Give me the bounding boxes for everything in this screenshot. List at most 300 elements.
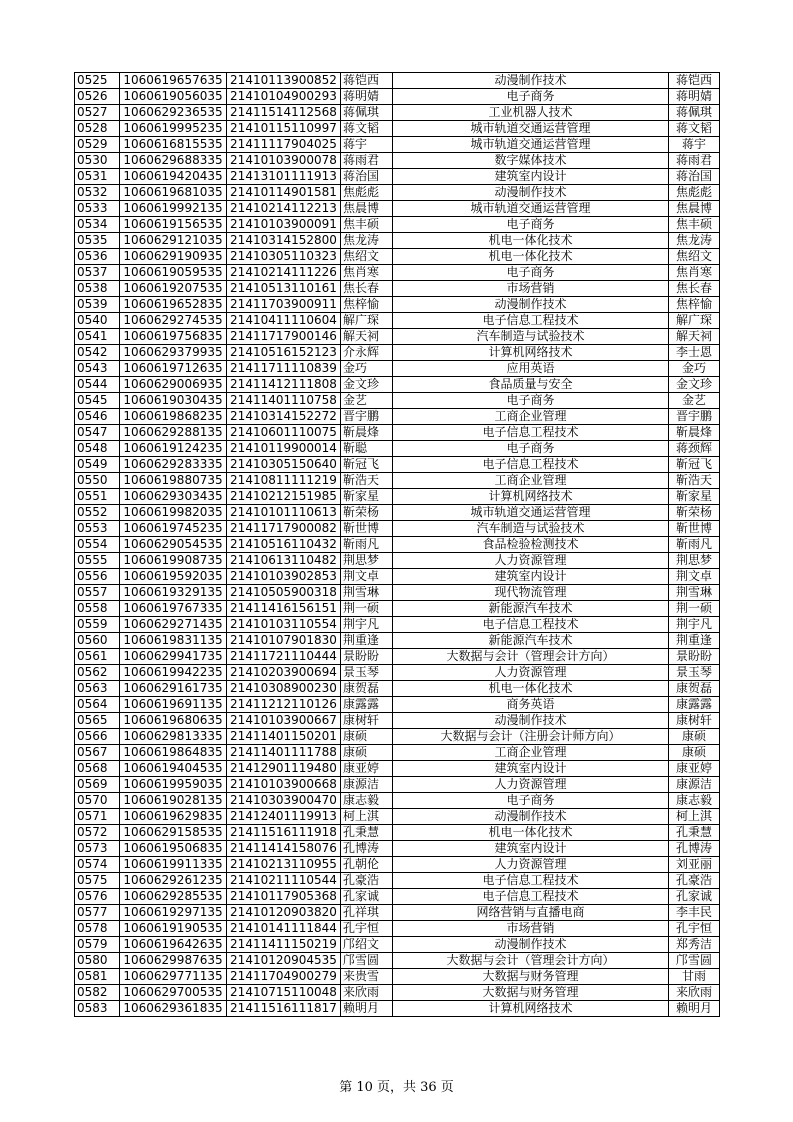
seq-number-cell: 0569 <box>75 777 120 793</box>
student-name-cell: 荆宇凡 <box>341 617 393 633</box>
table-row <box>75 377 720 393</box>
table-row <box>75 617 720 633</box>
ticket-number-cell: 21410516110432 <box>227 537 341 553</box>
student-name-cell: 孔宇恒 <box>341 921 393 937</box>
seq-number-cell: 0542 <box>75 345 120 361</box>
student-name-cell: 康志毅 <box>341 793 393 809</box>
ticket-number-cell: 21410411110604 <box>227 313 341 329</box>
major-cell: 城市轨道交通运营管理 <box>393 121 669 137</box>
table-row <box>75 201 720 217</box>
seq-number-cell: 0561 <box>75 649 120 665</box>
seq-number-cell: 0578 <box>75 921 120 937</box>
student-name-cell: 孔博涛 <box>341 841 393 857</box>
major-cell: 电子商务 <box>393 393 669 409</box>
ticket-number-cell: 21410308900230 <box>227 681 341 697</box>
seq-number-cell: 0545 <box>75 393 120 409</box>
confirm-name-cell: 解广琛 <box>669 313 720 329</box>
major-cell: 市场营销 <box>393 921 669 937</box>
seq-number-cell: 0548 <box>75 441 120 457</box>
exam-number-cell: 1060619190535 <box>120 921 227 937</box>
confirm-name-cell: 靳雨凡 <box>669 537 720 553</box>
student-name-cell: 焦晨博 <box>341 201 393 217</box>
exam-number-cell: 1060629161735 <box>120 681 227 697</box>
seq-number-cell: 0577 <box>75 905 120 921</box>
table-row <box>75 953 720 969</box>
table-row <box>75 889 720 905</box>
major-cell: 动漫制作技术 <box>393 185 669 201</box>
exam-number-cell: 1060619911335 <box>120 857 227 873</box>
seq-number-cell: 0560 <box>75 633 120 649</box>
ticket-number-cell: 21410103900078 <box>227 153 341 169</box>
student-name-cell: 孔朝伦 <box>341 857 393 873</box>
student-name-cell: 来欣雨 <box>341 985 393 1001</box>
student-name-cell: 焦绍文 <box>341 249 393 265</box>
confirm-name-cell: 孔豪浩 <box>669 873 720 889</box>
table-row <box>75 281 720 297</box>
confirm-name-cell: 康源洁 <box>669 777 720 793</box>
major-cell: 机电一体化技术 <box>393 233 669 249</box>
ticket-number-cell: 21410214111226 <box>227 265 341 281</box>
seq-number-cell: 0539 <box>75 297 120 313</box>
student-name-cell: 柯上淇 <box>341 809 393 825</box>
ticket-number-cell: 21410115110997 <box>227 121 341 137</box>
confirm-name-cell: 康亚婷 <box>669 761 720 777</box>
ticket-number-cell: 21413101111913 <box>227 169 341 185</box>
seq-number-cell: 0556 <box>75 569 120 585</box>
table-row <box>75 921 720 937</box>
student-name-cell: 靳荣杨 <box>341 505 393 521</box>
confirm-name-cell: 李士恩 <box>669 345 720 361</box>
ticket-number-cell: 21410305110323 <box>227 249 341 265</box>
major-cell: 工商企业管理 <box>393 473 669 489</box>
table-row <box>75 585 720 601</box>
student-name-cell: 康亚婷 <box>341 761 393 777</box>
student-name-cell: 康源洁 <box>341 777 393 793</box>
student-name-cell: 蒋文韬 <box>341 121 393 137</box>
student-name-cell: 金文珍 <box>341 377 393 393</box>
major-cell: 大数据与会计（管理会计方向） <box>393 953 669 969</box>
major-cell: 新能源汽车技术 <box>393 633 669 649</box>
confirm-name-cell: 荆一硕 <box>669 601 720 617</box>
confirm-name-cell: 蒋雨君 <box>669 153 720 169</box>
student-name-cell: 靳聪 <box>341 441 393 457</box>
ticket-number-cell: 21411516111918 <box>227 825 341 841</box>
exam-number-cell: 1060619592035 <box>120 569 227 585</box>
exam-number-cell: 1060629688335 <box>120 153 227 169</box>
exam-number-cell: 1060619745235 <box>120 521 227 537</box>
seq-number-cell: 0549 <box>75 457 120 473</box>
ticket-number-cell: 21410107901830 <box>227 633 341 649</box>
exam-number-cell: 1060619028135 <box>120 793 227 809</box>
major-cell: 城市轨道交通运营管理 <box>393 137 669 153</box>
major-cell: 建筑室内设计 <box>393 761 669 777</box>
ticket-number-cell: 21411516111817 <box>227 1001 341 1017</box>
major-cell: 动漫制作技术 <box>393 73 669 89</box>
table-row <box>75 985 720 1001</box>
table-row <box>75 505 720 521</box>
confirm-name-cell: 晋宇鹏 <box>669 409 720 425</box>
exam-number-cell: 1060629158535 <box>120 825 227 841</box>
exam-number-cell: 1060629379935 <box>120 345 227 361</box>
ticket-number-cell: 21410104900293 <box>227 89 341 105</box>
confirm-name-cell: 蒋治国 <box>669 169 720 185</box>
exam-number-cell: 1060629274535 <box>120 313 227 329</box>
ticket-number-cell: 21410314152272 <box>227 409 341 425</box>
table-row <box>75 1001 720 1017</box>
student-name-cell: 孔豪浩 <box>341 873 393 889</box>
ticket-number-cell: 21411411150219 <box>227 937 341 953</box>
confirm-name-cell: 靳冠飞 <box>669 457 720 473</box>
ticket-number-cell: 21410303900470 <box>227 793 341 809</box>
major-cell: 工商企业管理 <box>393 409 669 425</box>
exam-number-cell: 1060619942235 <box>120 665 227 681</box>
major-cell: 电子商务 <box>393 217 669 233</box>
student-name-cell: 孔秉慧 <box>341 825 393 841</box>
confirm-name-cell: 康露露 <box>669 697 720 713</box>
exam-number-cell: 1060619995235 <box>120 121 227 137</box>
exam-number-cell: 1060629303435 <box>120 489 227 505</box>
seq-number-cell: 0526 <box>75 89 120 105</box>
exam-number-cell: 1060619992135 <box>120 201 227 217</box>
confirm-name-cell: 康硕 <box>669 745 720 761</box>
student-name-cell: 解广琛 <box>341 313 393 329</box>
student-name-cell: 靳世博 <box>341 521 393 537</box>
confirm-name-cell: 蒋佩琪 <box>669 105 720 121</box>
exam-number-cell: 1060629236535 <box>120 105 227 121</box>
table-row <box>75 249 720 265</box>
major-cell: 工业机器人技术 <box>393 105 669 121</box>
student-name-cell: 孔祥琪 <box>341 905 393 921</box>
ticket-number-cell: 21410103900091 <box>227 217 341 233</box>
confirm-name-cell: 孔家诚 <box>669 889 720 905</box>
student-name-cell: 金巧 <box>341 361 393 377</box>
table-row <box>75 137 720 153</box>
confirm-name-cell: 荆文卓 <box>669 569 720 585</box>
student-name-cell: 焦彪彪 <box>341 185 393 201</box>
seq-number-cell: 0559 <box>75 617 120 633</box>
major-cell: 市场营销 <box>393 281 669 297</box>
ticket-number-cell: 21410114901581 <box>227 185 341 201</box>
major-cell: 电子信息工程技术 <box>393 425 669 441</box>
seq-number-cell: 0583 <box>75 1001 120 1017</box>
student-name-cell: 康硕 <box>341 729 393 745</box>
ticket-number-cell: 21410120904535 <box>227 953 341 969</box>
confirm-name-cell: 焦彪彪 <box>669 185 720 201</box>
seq-number-cell: 0534 <box>75 217 120 233</box>
confirm-name-cell: 金文珍 <box>669 377 720 393</box>
major-cell: 商务英语 <box>393 697 669 713</box>
seq-number-cell: 0532 <box>75 185 120 201</box>
major-cell: 建筑室内设计 <box>393 569 669 585</box>
ticket-number-cell: 21410305150640 <box>227 457 341 473</box>
major-cell: 电子商务 <box>393 265 669 281</box>
major-cell: 城市轨道交通运营管理 <box>393 201 669 217</box>
table-row <box>75 361 720 377</box>
student-name-cell: 解天祠 <box>341 329 393 345</box>
confirm-name-cell: 李丰民 <box>669 905 720 921</box>
major-cell: 网络营销与直播电商 <box>393 905 669 921</box>
student-name-cell: 康露露 <box>341 697 393 713</box>
exam-number-cell: 1060619767335 <box>120 601 227 617</box>
seq-number-cell: 0528 <box>75 121 120 137</box>
ticket-number-cell: 21410513110161 <box>227 281 341 297</box>
seq-number-cell: 0533 <box>75 201 120 217</box>
seq-number-cell: 0558 <box>75 601 120 617</box>
confirm-name-cell: 孔秉慧 <box>669 825 720 841</box>
confirm-name-cell: 刘亚丽 <box>669 857 720 873</box>
table-row <box>75 521 720 537</box>
table-row <box>75 409 720 425</box>
seq-number-cell: 0571 <box>75 809 120 825</box>
table-row <box>75 793 720 809</box>
table-row <box>75 729 720 745</box>
ticket-number-cell: 21411117904025 <box>227 137 341 153</box>
exam-number-cell: 1060629285535 <box>120 889 227 905</box>
ticket-number-cell: 21411704900279 <box>227 969 341 985</box>
student-name-cell: 康贺磊 <box>341 681 393 697</box>
major-cell: 计算机网络技术 <box>393 345 669 361</box>
seq-number-cell: 0579 <box>75 937 120 953</box>
major-cell: 动漫制作技术 <box>393 809 669 825</box>
ticket-number-cell: 21410141111844 <box>227 921 341 937</box>
student-name-cell: 焦龙涛 <box>341 233 393 249</box>
seq-number-cell: 0581 <box>75 969 120 985</box>
major-cell: 动漫制作技术 <box>393 937 669 953</box>
ticket-number-cell: 21411721110444 <box>227 649 341 665</box>
exam-number-cell: 1060629771135 <box>120 969 227 985</box>
exam-number-cell: 1060629361835 <box>120 1001 227 1017</box>
seq-number-cell: 0546 <box>75 409 120 425</box>
confirm-name-cell: 焦绍文 <box>669 249 720 265</box>
exam-number-cell: 1060629190935 <box>120 249 227 265</box>
table-row <box>75 457 720 473</box>
exam-number-cell: 1060619831135 <box>120 633 227 649</box>
confirm-name-cell: 甘雨 <box>669 969 720 985</box>
table-row <box>75 969 720 985</box>
student-name-cell: 邝绍文 <box>341 937 393 953</box>
ticket-number-cell: 21410211110544 <box>227 873 341 889</box>
confirm-name-cell: 靳家星 <box>669 489 720 505</box>
ticket-number-cell: 21410119900014 <box>227 441 341 457</box>
exam-number-cell: 1060629121035 <box>120 233 227 249</box>
exam-number-cell: 1060619642635 <box>120 937 227 953</box>
confirm-name-cell: 焦梓愉 <box>669 297 720 313</box>
exam-number-cell: 1060619880735 <box>120 473 227 489</box>
major-cell: 现代物流管理 <box>393 585 669 601</box>
exam-number-cell: 1060619506835 <box>120 841 227 857</box>
seq-number-cell: 0544 <box>75 377 120 393</box>
exam-number-cell: 1060619420435 <box>120 169 227 185</box>
exam-number-cell: 1060629288135 <box>120 425 227 441</box>
seq-number-cell: 0535 <box>75 233 120 249</box>
table-row <box>75 649 720 665</box>
student-name-cell: 蒋宇 <box>341 137 393 153</box>
exam-number-cell: 1060619864835 <box>120 745 227 761</box>
table-row <box>75 169 720 185</box>
seq-number-cell: 0552 <box>75 505 120 521</box>
seq-number-cell: 0573 <box>75 841 120 857</box>
major-cell: 电子信息工程技术 <box>393 873 669 889</box>
exam-number-cell: 1060619680635 <box>120 713 227 729</box>
exam-number-cell: 1060619124235 <box>120 441 227 457</box>
exam-number-cell: 1060619657635 <box>120 73 227 89</box>
ticket-number-cell: 21410613110482 <box>227 553 341 569</box>
table-row <box>75 73 720 89</box>
table-row <box>75 425 720 441</box>
confirm-name-cell: 蒋铠西 <box>669 73 720 89</box>
table-row <box>75 121 720 137</box>
seq-number-cell: 0554 <box>75 537 120 553</box>
ticket-number-cell: 21410101110613 <box>227 505 341 521</box>
confirm-name-cell: 康贺磊 <box>669 681 720 697</box>
student-name-cell: 荆文卓 <box>341 569 393 585</box>
seq-number-cell: 0540 <box>75 313 120 329</box>
seq-number-cell: 0555 <box>75 553 120 569</box>
major-cell: 食品检验检测技术 <box>393 537 669 553</box>
exam-number-cell: 1060629261235 <box>120 873 227 889</box>
table-row <box>75 809 720 825</box>
seq-number-cell: 0562 <box>75 665 120 681</box>
page-footer: 第 10 页，共 36 页 <box>339 1080 454 1095</box>
table-row <box>75 153 720 169</box>
exam-number-cell: 1060619059535 <box>120 265 227 281</box>
table-row <box>75 89 720 105</box>
seq-number-cell: 0568 <box>75 761 120 777</box>
seq-number-cell: 0525 <box>75 73 120 89</box>
student-name-cell: 晋宇鹏 <box>341 409 393 425</box>
exam-number-cell: 1060619652835 <box>120 297 227 313</box>
major-cell: 汽车制造与试验技术 <box>393 521 669 537</box>
table-row <box>75 569 720 585</box>
major-cell: 电子商务 <box>393 441 669 457</box>
confirm-name-cell: 焦龙涛 <box>669 233 720 249</box>
student-name-cell: 康树轩 <box>341 713 393 729</box>
table-row <box>75 697 720 713</box>
table-row <box>75 393 720 409</box>
confirm-name-cell: 荆重逢 <box>669 633 720 649</box>
ticket-number-cell: 21411514112568 <box>227 105 341 121</box>
admission-list-table <box>74 72 720 1017</box>
student-name-cell: 靳浩天 <box>341 473 393 489</box>
major-cell: 工商企业管理 <box>393 745 669 761</box>
ticket-number-cell: 21410811111219 <box>227 473 341 489</box>
student-name-cell: 焦肖寒 <box>341 265 393 281</box>
exam-number-cell: 1060629283335 <box>120 457 227 473</box>
confirm-name-cell: 邝雪圆 <box>669 953 720 969</box>
ticket-number-cell: 21410103900667 <box>227 713 341 729</box>
table-row <box>75 937 720 953</box>
exam-number-cell: 1060619712635 <box>120 361 227 377</box>
ticket-number-cell: 21411401111788 <box>227 745 341 761</box>
ticket-number-cell: 21411717900146 <box>227 329 341 345</box>
major-cell: 大数据与财务管理 <box>393 985 669 1001</box>
major-cell: 电子信息工程技术 <box>393 889 669 905</box>
confirm-name-cell: 柯上淇 <box>669 809 720 825</box>
ticket-number-cell: 21410203900694 <box>227 665 341 681</box>
table-row <box>75 873 720 889</box>
seq-number-cell: 0551 <box>75 489 120 505</box>
exam-number-cell: 1060616815535 <box>120 137 227 153</box>
confirm-name-cell: 蒋宇 <box>669 137 720 153</box>
seq-number-cell: 0567 <box>75 745 120 761</box>
confirm-name-cell: 靳世博 <box>669 521 720 537</box>
seq-number-cell: 0575 <box>75 873 120 889</box>
major-cell: 计算机网络技术 <box>393 489 669 505</box>
major-cell: 人力资源管理 <box>393 665 669 681</box>
major-cell: 食品质量与安全 <box>393 377 669 393</box>
seq-number-cell: 0580 <box>75 953 120 969</box>
major-cell: 大数据与会计（注册会计师方向） <box>393 729 669 745</box>
exam-number-cell: 1060619404535 <box>120 761 227 777</box>
exam-number-cell: 1060619329135 <box>120 585 227 601</box>
major-cell: 新能源汽车技术 <box>393 601 669 617</box>
student-name-cell: 荆重逢 <box>341 633 393 649</box>
exam-number-cell: 1060629271435 <box>120 617 227 633</box>
seq-number-cell: 0557 <box>75 585 120 601</box>
major-cell: 机电一体化技术 <box>393 249 669 265</box>
ticket-number-cell: 21411717900082 <box>227 521 341 537</box>
table-row <box>75 265 720 281</box>
student-name-cell: 靳家星 <box>341 489 393 505</box>
confirm-name-cell: 焦丰硕 <box>669 217 720 233</box>
exam-number-cell: 1060619982035 <box>120 505 227 521</box>
table-row <box>75 601 720 617</box>
seq-number-cell: 0550 <box>75 473 120 489</box>
exam-number-cell: 1060619868235 <box>120 409 227 425</box>
student-name-cell: 靳晨烽 <box>341 425 393 441</box>
student-name-cell: 荆思梦 <box>341 553 393 569</box>
seq-number-cell: 0572 <box>75 825 120 841</box>
major-cell: 人力资源管理 <box>393 857 669 873</box>
confirm-name-cell: 蒋颈辉 <box>669 441 720 457</box>
student-name-cell: 介永辉 <box>341 345 393 361</box>
exam-number-cell: 1060629941735 <box>120 649 227 665</box>
seq-number-cell: 0582 <box>75 985 120 1001</box>
major-cell: 电子商务 <box>393 793 669 809</box>
ticket-number-cell: 21411711110839 <box>227 361 341 377</box>
table-row <box>75 905 720 921</box>
confirm-name-cell: 焦肖寒 <box>669 265 720 281</box>
confirm-name-cell: 解天祠 <box>669 329 720 345</box>
student-name-cell: 来贵雪 <box>341 969 393 985</box>
major-cell: 动漫制作技术 <box>393 713 669 729</box>
major-cell: 数字媒体技术 <box>393 153 669 169</box>
student-name-cell: 焦梓愉 <box>341 297 393 313</box>
confirm-name-cell: 靳浩天 <box>669 473 720 489</box>
seq-number-cell: 0564 <box>75 697 120 713</box>
major-cell: 计算机网络技术 <box>393 1001 669 1017</box>
student-name-cell: 蒋佩琪 <box>341 105 393 121</box>
confirm-name-cell: 蒋文韬 <box>669 121 720 137</box>
table-row <box>75 105 720 121</box>
table-row <box>75 345 720 361</box>
seq-number-cell: 0566 <box>75 729 120 745</box>
table-row <box>75 217 720 233</box>
table-row <box>75 633 720 649</box>
seq-number-cell: 0536 <box>75 249 120 265</box>
major-cell: 电子商务 <box>393 89 669 105</box>
exam-number-cell: 1060619691135 <box>120 697 227 713</box>
exam-number-cell: 1060619056035 <box>120 89 227 105</box>
table-row <box>75 857 720 873</box>
exam-number-cell: 1060619629835 <box>120 809 227 825</box>
seq-number-cell: 0553 <box>75 521 120 537</box>
confirm-name-cell: 荆思梦 <box>669 553 720 569</box>
seq-number-cell: 0574 <box>75 857 120 873</box>
student-name-cell: 焦长春 <box>341 281 393 297</box>
ticket-number-cell: 21411212110126 <box>227 697 341 713</box>
student-name-cell: 邝雪圆 <box>341 953 393 969</box>
